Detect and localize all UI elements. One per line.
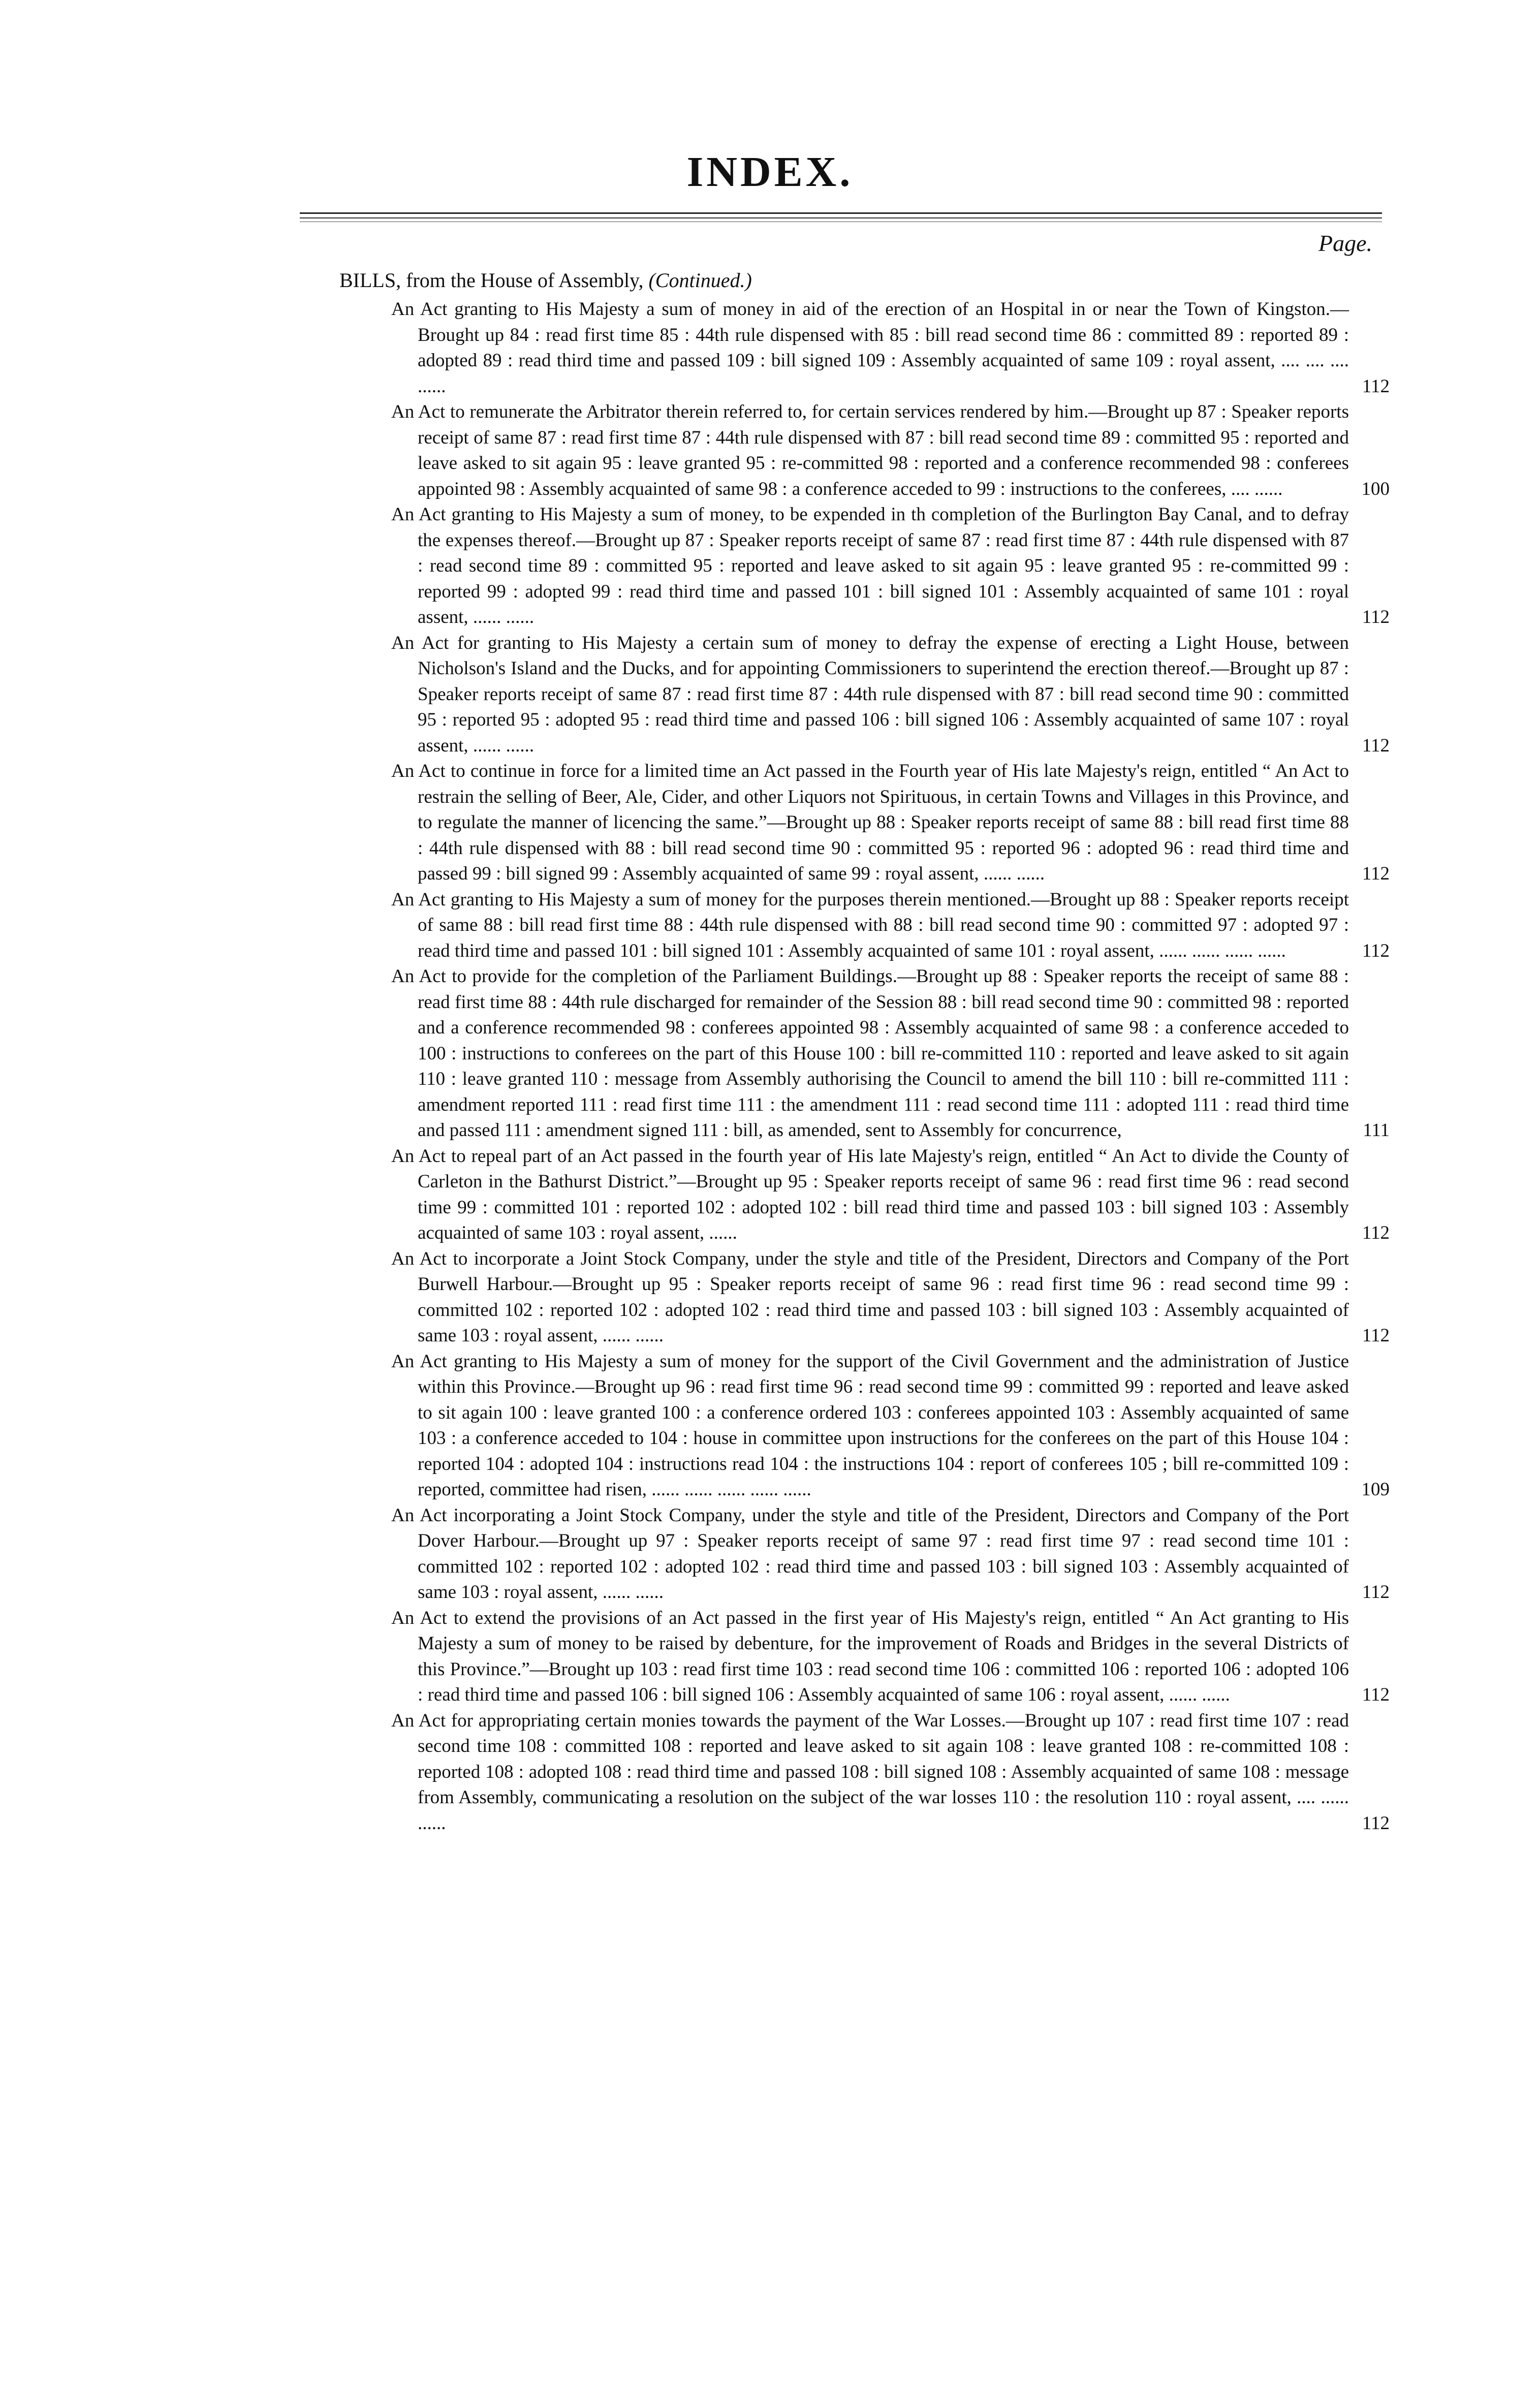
entry-text: An Act to incorporate a Joint Stock Company, under the style and title of the President, Directors and Company of the Port Burwell Harbour.—Brought up 95 : Speaker reports receipt of same 96 : read first time 96 : read second time 99 : committed 102 : reported 102 : adopted 102 : read third time and passed 103 : bill signed 103 : Assembly acquainted of same 103 : royal assent, ...... ...... [391,1248,1349,1346]
entry-page-number: 109 [1361,1479,1390,1500]
index-entry [391,1708,1390,1837]
index-entry [391,502,1390,631]
entry-text: An Act granting to His Majesty a sum of money for the support of the Civil Government and the administration of Justice within this Province.—Brought up 96 : read first time 96 : read second time 99 : committed 99 : reported and leave asked to sit again 100 : leave granted 100 : a conference ordered 103 : conferees appointed 103 : Assembly acquainted of same 103 : a conference acceded to 104 : house in committee upon instructions for the conferees on the part of this House 104 : reported 104 : adopted 104 : instructions read 104 : the instructions 104 : report of conferees 105 ; bill re-committed 109 : reported, committee had risen, ...... ...... ...... ...... ...... [391,1351,1349,1500]
page-column-label: Page. [1318,230,1372,256]
heading-rule [300,212,1382,214]
entry-text: An Act to repeal part of an Act passed in the fourth year of His late Majesty's reign, entitled “ An Act to divide the County of Carleton in the Bathurst District.”—Brought up 95 : Speaker reports receipt of same 96 : read first time 96 : read second time 99 : committed 101 : reported 102 : adopted 102 : bill read third time and passed 103 : bill signed 103 : Assembly acquainted of same 103 : royal assent, ...... [391,1145,1349,1243]
entry-text: An Act granting to His Majesty a sum of money for the purposes therein mentioned.—Brought up 88 : Speaker reports receipt of same 88 : bill read first time 88 : 44th rule dispensed with 88 : bill read second time 90 : committed 97 : adopted 97 : read third time and passed 101 : bill signed 101 : Assembly acquainted of same 101 : royal assent, ...... ...... ...... ...... [391,889,1349,961]
entry-text: An Act for appropriating certain monies towards the payment of the War Losses.—Brought up 107 : read first time 107 : read second time 108 : committed 108 : reported and leave asked to sit again 108 : leave granted 108 : re-committed 108 : reported 108 : adopted 108 : read third time and passed 108 : bill signed 108 : Assembly acquainted of same 108 : message from Assembly, communicating a resolution on the subject of the war losses 110 : the resolution 110 : royal assent, .... ...... ...... [391,1710,1349,1834]
entry-page-number: 112 [1362,1222,1390,1243]
entry-text: An Act to extend the provisions of an Act passed in the first year of His Majesty's reign, entitled “ An Act granting to His Majesty a sum of money to be raised by debenture, for the improvement of Roads and Bridges in the several Districts of this Province.”—Brought up 103 : read first time 103 : read second time 106 : committed 106 : reported 106 : adopted 106 : read third time and passed 106 : bill signed 106 : Assembly acquainted of same 106 : royal assent, ...... ...... [391,1607,1349,1705]
index-entry [391,759,1390,887]
entry-page-number: 100 [1361,478,1390,499]
section-label: BILLS, from the House of Assembly, [339,269,644,292]
entry-text: An Act granting to His Majesty a sum of money in aid of the erection of an Hospital in or near the Town of Kingston.—Brought up 84 : read first time 85 : 44th rule dispensed with 85 : bill read second time 86 : committed 89 : reported 89 : adopted 89 : read third time and passed 109 : bill signed 109 : Assembly acquainted of same 109 : royal assent, .... .... .... ...... [391,299,1349,397]
entry-page-number: 112 [1362,940,1390,961]
index-entry [391,631,1390,759]
entry-text: An Act to provide for the completion of the Parliament Buildings.—Brought up 88 : Speaker reports the receipt of same 88 : read first time 88 : 44th rule discharged for remainder of the Session 88 : bill read second time 90 : committed 98 : reported and a conference recommended 98 : conferees appointed 98 : Assembly acquainted of same 98 : a conference acceded to 100 : instructions to conferees on the part of this House 100 : bill re-committed 110 : reported and leave asked to sit again 110 : leave granted 110 : message from Assembly authorising the Council to amend the bill 110 : bill re-committed 111 : amendment reported 111 : read first time 111 : the amendment 111 : read second time 111 : adopted 111 : read third time and passed 111 : amendment signed 111 : bill, as amended, sent to Assembly for concurrence, [391,966,1349,1141]
entry-text: An Act granting to His Majesty a sum of money, to be expended in th completion of the Burlington Bay Canal, and to defray the expenses thereof.—Brought up 87 : Speaker reports receipt of same 87 : read first time 87 : 44th rule dispensed with 87 : read second time 89 : committed 95 : reported and leave asked to sit again 95 : leave granted 95 : re-committed 99 : reported 99 : adopted 99 : read third time and passed 101 : bill signed 101 : Assembly acquainted of same 101 : royal assent, ...... ...... [391,504,1349,627]
index-entry [391,297,1390,399]
entry-page-number: 112 [1362,1812,1390,1834]
entry-text: An Act for granting to His Majesty a certain sum of money to defray the expense of erecting a Light House, between Nicholson's Island and the Ducks, and for appointing Commissioners to superintend the erection thereof.—Brought up 87 : Speaker reports receipt of same 87 : read first time 87 : 44th rule dispensed with 87 : bill read second time 90 : committed 95 : reported 95 : adopted 95 : read third time and passed 106 : bill signed 106 : Assembly acquainted of same 107 : royal assent, ...... ...... [391,632,1349,756]
heading-rule [300,217,1382,218]
entry-page-number: 112 [1362,735,1390,756]
entry-page-number: 112 [1362,1684,1390,1705]
entry-text: An Act to continue in force for a limited time an Act passed in the Fourth year of His late Majesty's reign, entitled “ An Act to restrain the selling of Beer, Ale, Cider, and other Liquors not Spirituous, in certain Towns and Villages in this Province, and to regulate the manner of licencing the same.”—Brought up 88 : Speaker reports receipt of same 88 : bill read first time 88 : 44th rule dispensed with 88 : bill read second time 90 : committed 95 : reported 96 : adopted 96 : read third time and passed 99 : bill signed 99 : Assembly acquainted of same 99 : royal assent, ...... ...... [391,761,1349,884]
entry-page-number: 112 [1362,1582,1390,1603]
index-entry [391,1503,1390,1606]
section-continued: (Continued.) [648,269,752,292]
entry-page-number: 111 [1363,1120,1390,1141]
section-heading [339,267,752,294]
index-entry [391,1349,1390,1503]
index-entry [391,399,1390,502]
entry-page-number: 112 [1362,1325,1390,1346]
index-entry [391,1246,1390,1349]
index-heading: INDEX. [686,148,854,196]
entry-page-number: 112 [1362,607,1390,627]
index-entry [391,1144,1390,1246]
index-entry [391,1606,1390,1708]
index-entry [391,964,1390,1144]
entry-page-number: 112 [1362,863,1390,884]
entry-text: An Act incorporating a Joint Stock Company, under the style and title of the President, Directors and Company of the Port Dover Harbour.—Brought up 97 : Speaker reports receipt of same 97 : read first time 97 : read second time 101 : committed 102 : reported 102 : adopted 102 : read third time and passed 103 : bill signed 103 : Assembly acquainted of same 103 : royal assent, ...... ...... [391,1504,1349,1603]
entry-text: An Act to remunerate the Arbitrator therein referred to, for certain services rendered by him.—Brought up 87 : Speaker reports receipt of same 87 : read first time 87 : 44th rule dispensed with 87 : bill read second time 89 : committed 95 : reported and leave asked to sit again 95 : leave granted 95 : re-committed 98 : reported and a conference recommended 98 : conferees appointed 98 : Assembly acquainted of same 98 : a conference acceded to 99 : instructions to the conferees, .... ...... [391,401,1349,499]
index-entry [391,887,1390,964]
index-entries [391,297,1390,1836]
entry-page-number: 112 [1362,375,1390,397]
